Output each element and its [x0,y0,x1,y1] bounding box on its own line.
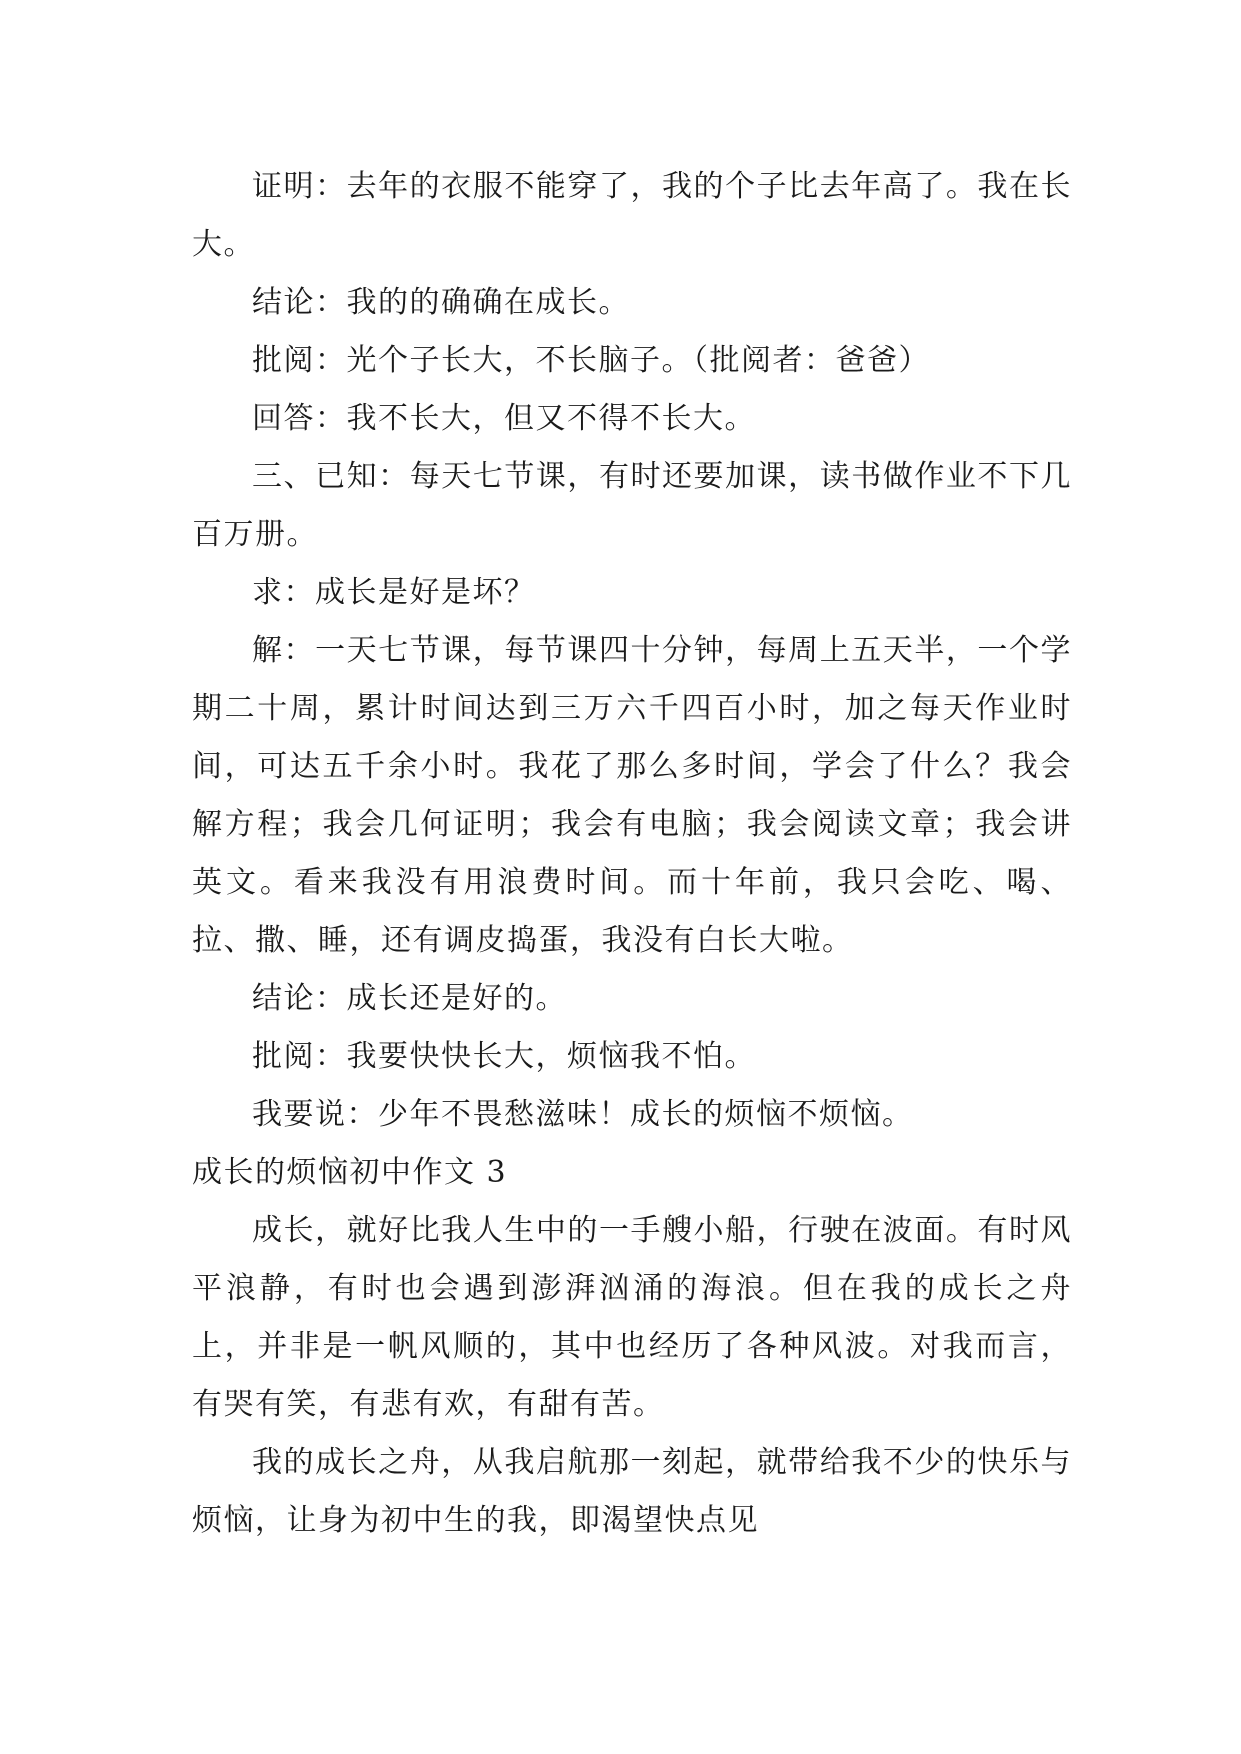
paragraph-given: 三、已知：每天七节课，有时还要加课，读书做作业不下几百万册。 [192,459,1072,552]
paragraph-solution: 解：一天七节课，每节课四十分钟，每周上五天半，一个学期二十周，累计时间达到三万六千四百小时，加之每天作业时间，可达五千余小时。我花了那么多时间，学会了什么？我会解方程；我会几何证明；我会有电脑；我会阅读文章；我会讲英文。看来我没有用浪费时间。而十年前，我只会吃、喝、拉、撒、睡，还有调皮捣蛋，我没有白长大啦。 [192,633,1072,958]
paragraph-answer: 回答：我不长大，但又不得不长大。 [252,401,756,436]
section-title: 成长的烦恼初中作文 3 [192,1155,508,1190]
paragraph-conclusion-1: 结论：我的的确确在成长。 [252,285,630,320]
paragraph-review-1: 批阅：光个子长大，不长脑子。（批阅者：爸爸） [252,343,930,378]
section-paragraph-2: 我的成长之舟，从我启航那一刻起，就带给我不少的快乐与烦恼，让身为初中生的我，即渴望快点见 [192,1445,1072,1538]
paragraph-question: 求：成长是好是坏？ [252,575,536,610]
paragraph-review-2: 批阅：我要快快长大，烦恼我不怕。 [252,1039,756,1074]
section-paragraph-1: 成长，就好比我人生中的一手艘小船，行驶在波面。有时风平浪静，有时也会遇到澎湃汹涌的海浪。但在我的成长之舟上，并非是一帆风顺的，其中也经历了各种风波。对我而言，有哭有笑，有悲有欢，有甜有苦。 [192,1213,1072,1422]
paragraph-statement: 我要说：少年不畏愁滋味！成长的烦恼不烦恼。 [252,1097,914,1132]
paragraph-proof: 证明：去年的衣服不能穿了，我的个子比去年高了。我在长大。 [192,169,1072,262]
document-body [192,158,1072,1550]
paragraph-conclusion-2: 结论：成长还是好的。 [252,981,567,1016]
